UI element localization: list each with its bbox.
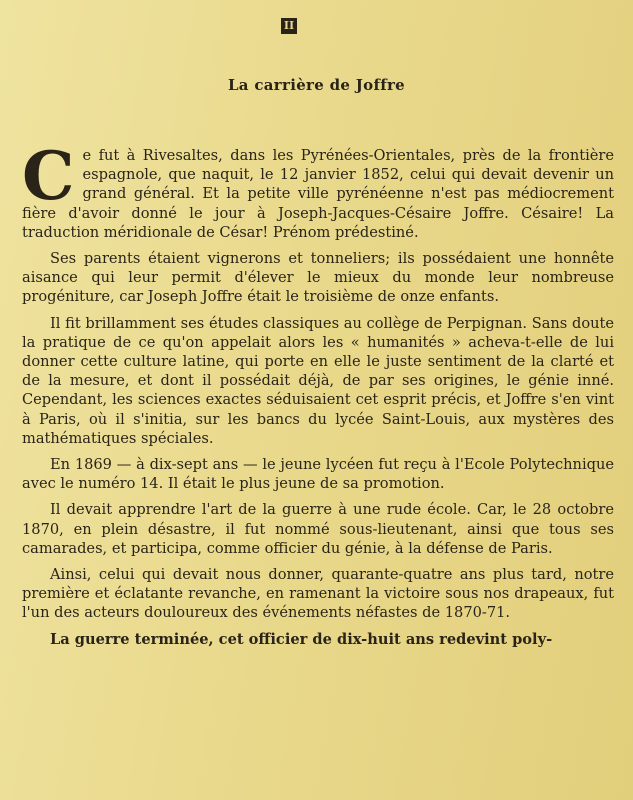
- drop-cap: C: [22, 137, 75, 215]
- page-number: II: [281, 18, 297, 34]
- paragraph-7: La guerre terminée, cet officier de dix-huit ans redevint poly-: [50, 630, 553, 648]
- paragraph-1-text: e fut à Rivesaltes, dans les Pyrénées-Orientales, près de la frontière espagnole, que naquit, le 12 janvier 1852, celui qui devait devenir un grand général. Et la petite ville pyrénéenne n'est pas médiocrement fière d'avoir donné le jour à Joseph-Jacques-Césaire Joffre. Césaire! La traduction méridionale de César! Prénom prédestiné.: [22, 147, 614, 241]
- paragraph-6: Ainsi, celui qui devait nous donner, quarante-quatre ans plus tard, notre première et éclatante revanche, en ramenant la victoire sous nos drapeaux, fut l'un des acteurs douloureux des événements néfastes de 1870-71.: [22, 566, 614, 622]
- chapter-title: La carrière de Joffre: [227, 76, 406, 94]
- paragraph-3: Il fit brillamment ses études classiques au collège de Perpignan. Sans doute la pratique de ce qu'on appelait alors les « humanités » acheva-t-elle de lui donner cette culture latine, qui porte en elle le juste sentiment de la clarté et de la mesure, et dont il possédait déjà, de par ses origines, le génie inné. Cependant, les sciences exactes séduisaient cet esprit précis, et Joffre s'en vint à Paris, où il s'initia, sur les bancs du lycée Saint-Louis, aux mystères des mathématiques spéciales.: [22, 314, 614, 447]
- paragraph-4: En 1869 — à dix-sept ans — le jeune lycéen fut reçu à l'Ecole Polytechnique avec le numéro 14. Il était le plus jeune de sa promotion.: [22, 456, 614, 493]
- body-text: [22, 137, 614, 656]
- paragraph-1: [22, 137, 614, 242]
- paragraph-5: Il devait apprendre l'art de la guerre à une rude école. Car, le 28 octobre 1870, en plein désastre, il fut nommé sous-lieutenant, ainsi que tous ses camarades, et participa, comme officier du génie, à la défense de Paris.: [22, 501, 614, 557]
- paragraph-2: Ses parents étaient vignerons et tonneliers; ils possédaient une honnête aisance qui leur permit d'élever le mieux du monde leur nombreuse progéniture, car Joseph Joffre était le troisième de onze enfants.: [22, 250, 614, 306]
